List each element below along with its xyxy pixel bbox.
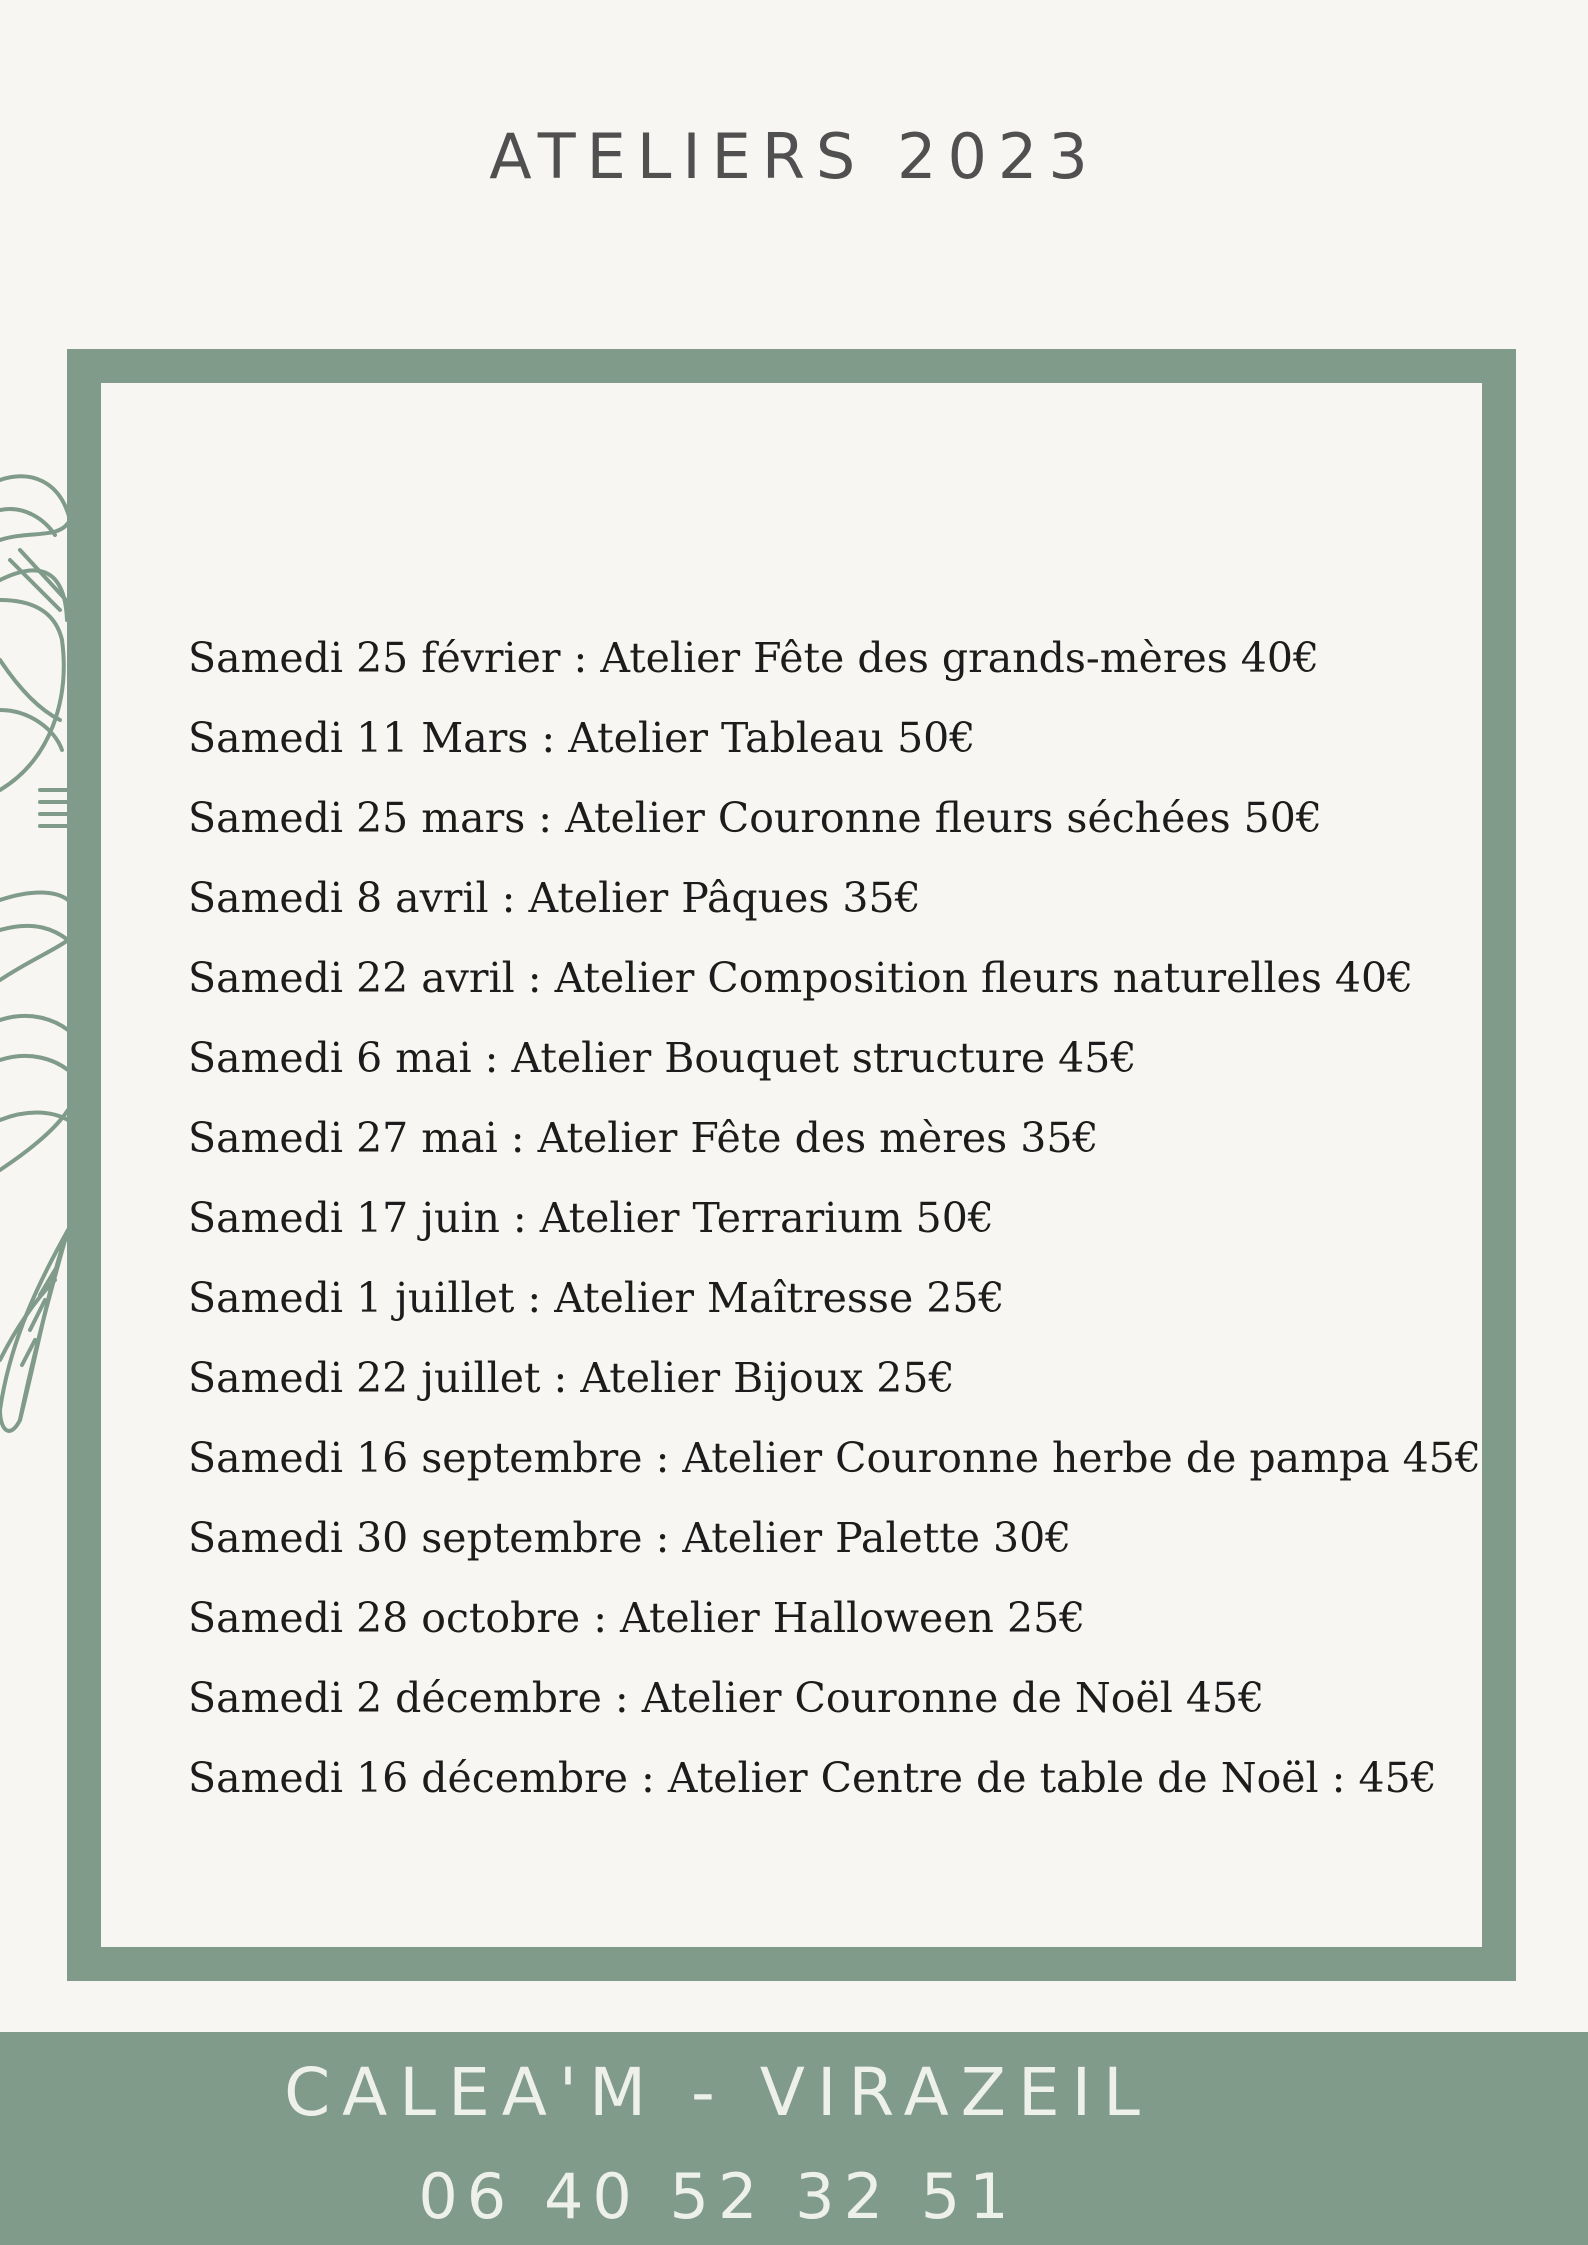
list-item: Samedi 2 décembre : Atelier Couronne de Noël 45€	[188, 1674, 1265, 1722]
list-item: Samedi 11 Mars : Atelier Tableau 50€	[188, 714, 976, 762]
list-item: Samedi 25 février : Atelier Fête des grands-mères 40€	[188, 634, 1320, 682]
list-item: Samedi 16 septembre : Atelier Couronne herbe de pampa 45€	[188, 1434, 1481, 1482]
list-item: Samedi 17 juin : Atelier Terrarium 50€	[188, 1194, 994, 1242]
list-item: Samedi 8 avril : Atelier Pâques 35€	[188, 874, 921, 922]
list-item: Samedi 6 mai : Atelier Bouquet structure 45€	[188, 1034, 1137, 1082]
workshop-frame	[67, 349, 1516, 1981]
list-item: Samedi 22 juillet : Atelier Bijoux 25€	[188, 1354, 955, 1402]
list-item: Samedi 16 décembre : Atelier Centre de table de Noël : 45€	[188, 1754, 1437, 1802]
page-title: ATELIERS 2023	[489, 120, 1099, 193]
footer	[0, 2032, 1588, 2245]
list-item: Samedi 30 septembre : Atelier Palette 30€	[188, 1514, 1072, 1562]
business-name: CALEA'M - VIRAZEIL	[284, 2054, 1152, 2131]
list-item: Samedi 22 avril : Atelier Composition fleurs naturelles 40€	[188, 954, 1414, 1002]
phone-number: 06 40 52 32 51	[418, 2160, 1018, 2233]
list-item: Samedi 27 mai : Atelier Fête des mères 35€	[188, 1114, 1099, 1162]
list-item: Samedi 25 mars : Atelier Couronne fleurs séchées 50€	[188, 794, 1322, 842]
list-item: Samedi 1 juillet : Atelier Maîtresse 25€	[188, 1274, 1005, 1322]
workshop-list	[188, 618, 1481, 1818]
list-item: Samedi 28 octobre : Atelier Halloween 25€	[188, 1594, 1086, 1642]
